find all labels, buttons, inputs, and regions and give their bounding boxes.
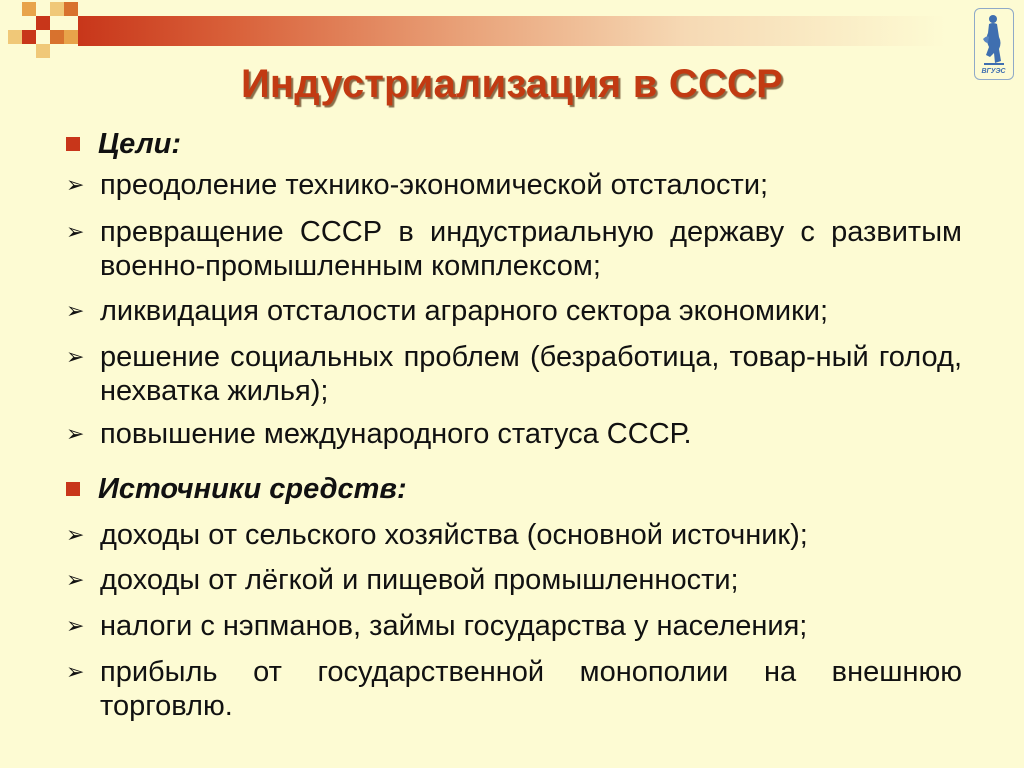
decor-square <box>8 30 22 44</box>
decor-square <box>22 30 36 44</box>
decor-square <box>22 2 36 16</box>
arrow-bullet-icon: ➢ <box>66 344 85 369</box>
goals-heading <box>66 128 181 161</box>
decor-square <box>64 2 78 16</box>
source-item <box>66 655 962 723</box>
source-item-text: доходы от лёгкой и пищевой промышленности; <box>100 564 739 596</box>
decor-square <box>36 16 50 30</box>
slide-title: Индустриализация в СССР <box>240 62 784 106</box>
decor-square <box>50 30 64 44</box>
sources-heading <box>66 473 407 506</box>
source-item-text: доходы от сельского хозяйства (основной источник); <box>100 519 808 551</box>
goal-item-text: решение социальных проблем (безработица, товар-ный голод, нехватка жилья); <box>100 341 962 407</box>
goal-item <box>66 215 962 283</box>
arrow-bullet-icon: ➢ <box>66 172 85 197</box>
goal-item-text: преодоление технико-экономической отсталости; <box>100 169 769 201</box>
source-item <box>66 609 962 643</box>
arrow-bullet-icon: ➢ <box>66 219 85 244</box>
arrow-bullet-icon: ➢ <box>66 298 85 323</box>
source-item-text: налоги с нэпманов, займы государства у населения; <box>100 610 808 642</box>
goal-item <box>66 417 962 451</box>
source-item <box>66 518 962 552</box>
header-gradient-band <box>78 16 946 46</box>
decor-square <box>50 2 64 16</box>
decor-square <box>36 44 50 58</box>
goal-item <box>66 294 962 328</box>
logo-caption: ВГУЭС <box>981 68 1006 75</box>
arrow-bullet-icon: ➢ <box>66 567 85 592</box>
arrow-bullet-icon: ➢ <box>66 421 85 446</box>
goal-item-text: повышение международного статуса СССР. <box>100 418 692 450</box>
goals-heading-text: Цели: <box>98 128 182 160</box>
source-item <box>66 563 962 597</box>
arrow-bullet-icon: ➢ <box>66 613 85 638</box>
goal-item <box>66 168 962 202</box>
square-bullet-icon <box>66 482 80 496</box>
goal-item-text: ликвидация отсталости аграрного сектора экономики; <box>100 295 829 327</box>
goal-item <box>66 340 962 408</box>
decor-square <box>64 30 78 44</box>
goal-item-text: превращение СССР в индустриальную державу с развитым военно-промышленным комплексом; <box>100 216 962 282</box>
square-bullet-icon <box>66 137 80 151</box>
arrow-bullet-icon: ➢ <box>66 659 85 684</box>
source-item-text: прибыль от государственной монополии на внешнюю торговлю. <box>100 656 962 722</box>
arrow-bullet-icon: ➢ <box>66 522 85 547</box>
sources-heading-text: Источники средств: <box>98 473 407 505</box>
